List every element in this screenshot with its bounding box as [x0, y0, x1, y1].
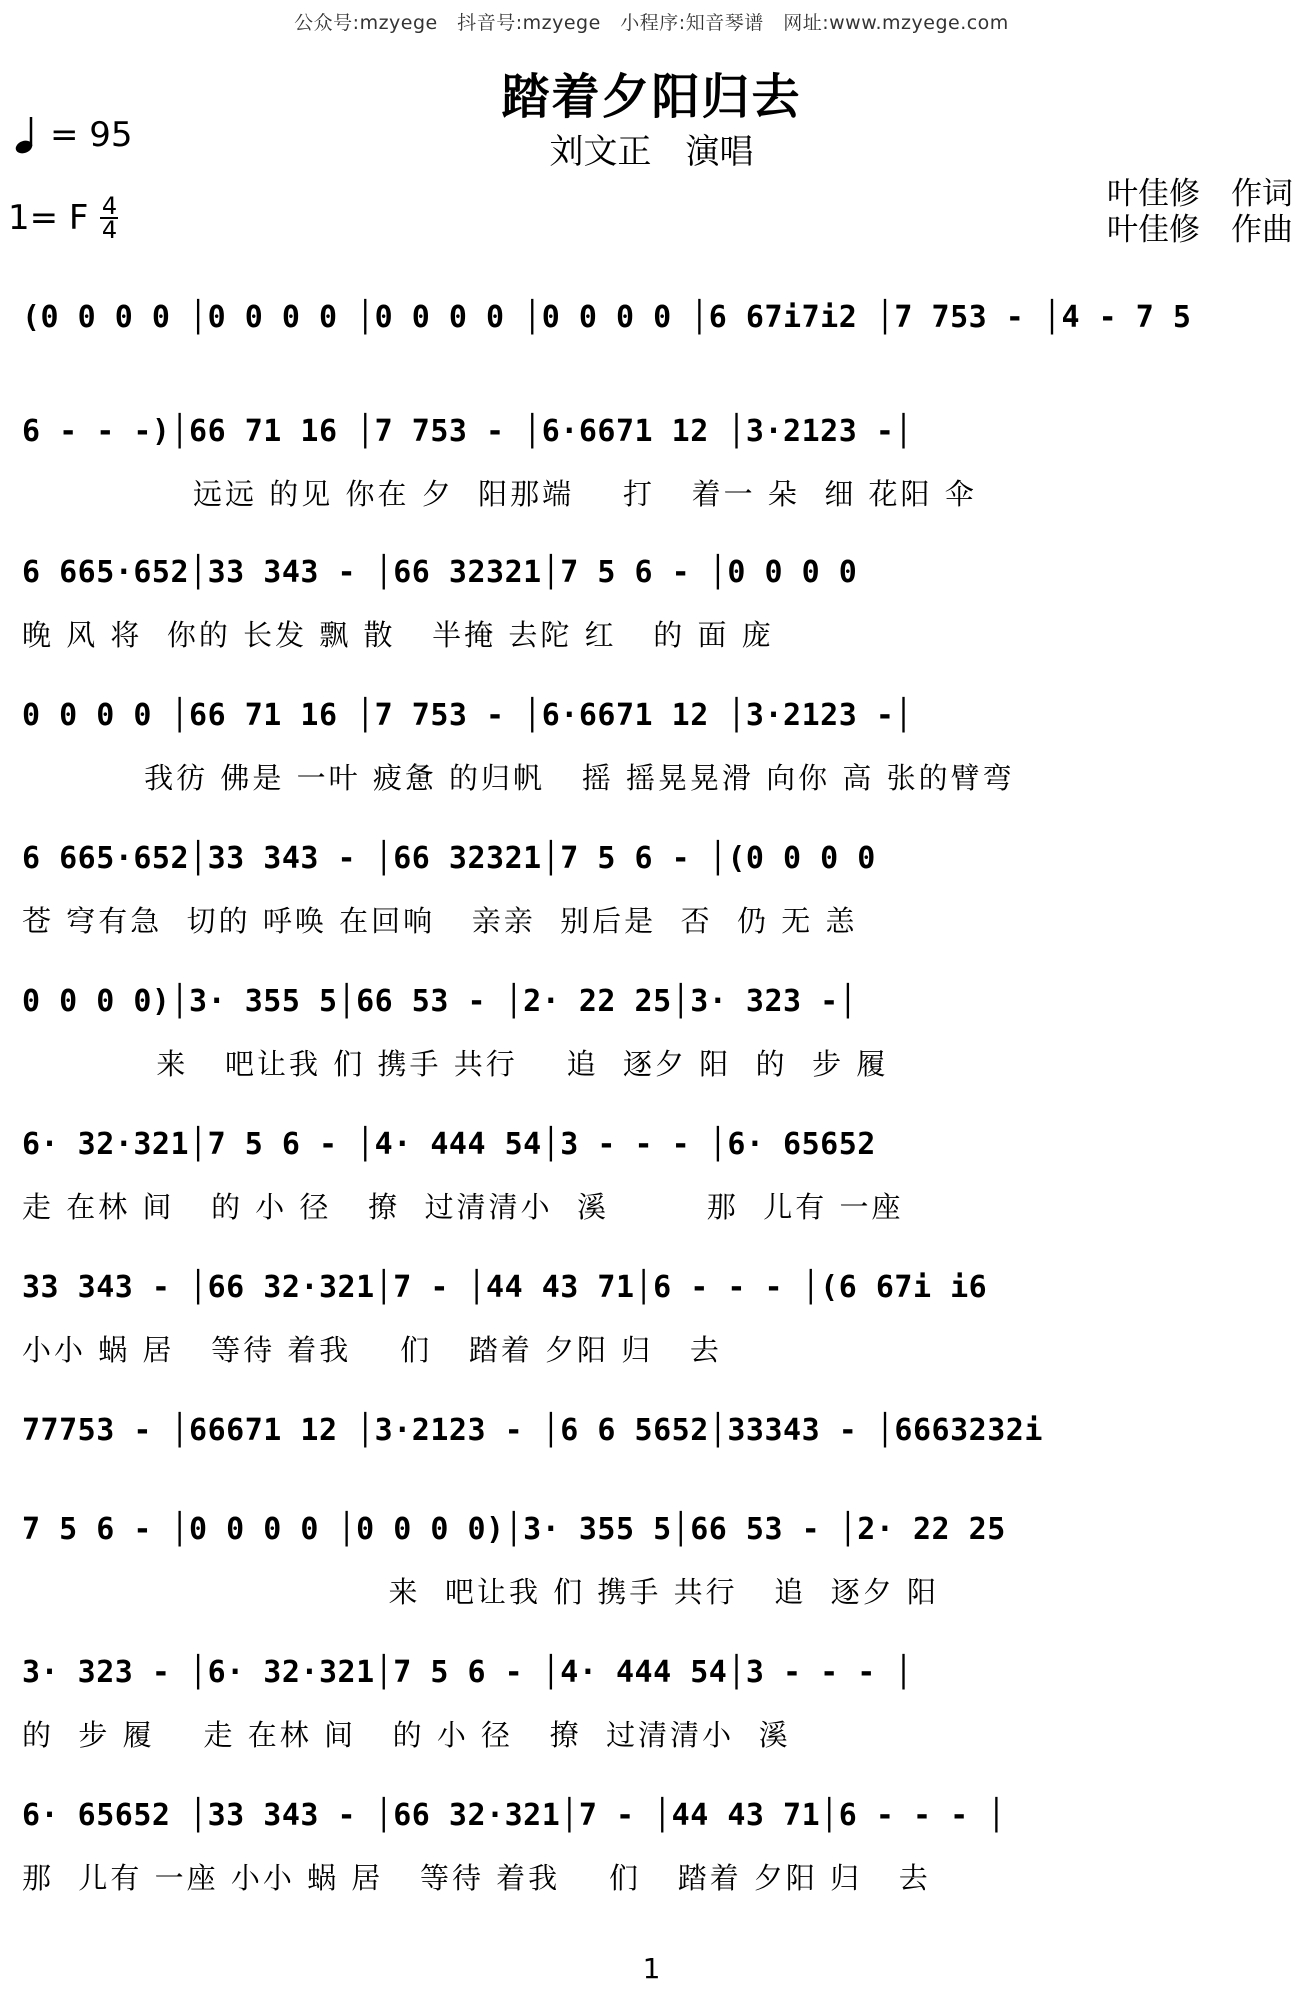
notation-line: 6 665·652│33 343 - │66 32321│7 5 6 - │0 0 0 0 — [22, 555, 858, 590]
score-system — [0, 1115, 1303, 1255]
key-signature — [8, 192, 118, 244]
score-system — [0, 1786, 1303, 1926]
lyric-line: 来 吧让我 们 携手 共行 追 逐夕 阳 的 步 履 — [22, 1047, 889, 1081]
composer-credit: 叶佳修 作曲 — [1107, 212, 1293, 248]
lyric-line: 那 儿有 一座 小小 蜗 居 等待 着我 们 踏着 夕阳 归 去 — [22, 1861, 931, 1895]
score-system — [0, 1500, 1303, 1640]
lyric-line: 远远 的见 你在 夕 阳那端 打 着一 朵 细 花阳 伞 — [22, 477, 977, 511]
tempo-marking — [14, 115, 133, 155]
notation-line: 6· 32·321│7 5 6 - │4· 444 54│3 - - - │6· 65652 — [22, 1127, 876, 1162]
notation-line: 33 343 - │66 32·321│7 - │44 43 71│6 - - - │(6 67i i6 — [22, 1270, 988, 1305]
lyric-line: 苍 穹有急 切的 呼唤 在回响 亲亲 别后是 否 仍 无 恙 — [22, 904, 858, 938]
score-system — [0, 402, 1303, 542]
score-system — [0, 1258, 1303, 1398]
notation-line: 7 5 6 - │0 0 0 0 │0 0 0 0)│3· 355 5│66 53 - │2· 22 25 — [22, 1512, 1006, 1547]
notation-line: 6 - - -)│66 71 16 │7 753 - │6·6671 12 │3·2123 -│ — [22, 414, 913, 449]
credits — [1107, 176, 1293, 248]
lyric-line: 的 步 履 走 在林 间 的 小 径 撩 过清清小 溪 — [22, 1718, 791, 1752]
singer-line: 刘文正 演唱 — [549, 132, 754, 172]
notation-line: 3· 323 - │6· 32·321│7 5 6 - │4· 444 54│3 - - - │ — [22, 1655, 913, 1690]
notation-line: 77753 - │66671 12 │3·2123 - │6 6 5652│33343 - │6663232i — [22, 1413, 1043, 1448]
notation-line: (0 0 0 0 │0 0 0 0 │0 0 0 0 │0 0 0 0 │6 67i7i2 │7 753 - │4 - 7 5 — [22, 300, 1192, 335]
score-system — [0, 543, 1303, 683]
notation-line: 0 0 0 0)│3· 355 5│66 53 - │2· 22 25│3· 323 -│ — [22, 984, 858, 1019]
lyricist-credit: 叶佳修 作词 — [1107, 176, 1293, 212]
notation-line: 6· 65652 │33 343 - │66 32·321│7 - │44 43 71│6 - - - │ — [22, 1798, 1006, 1833]
time-numerator: 4 — [101, 192, 118, 220]
lyric-line: 晚 风 将 你的 长发 飘 散 半掩 去陀 红 的 面 庞 — [22, 618, 774, 652]
lyric-line: 小小 蜗 居 等待 着我 们 踏着 夕阳 归 去 — [22, 1333, 722, 1367]
song-title: 踏着夕阳归去 — [501, 69, 802, 125]
site-header: 公众号:mzyege 抖音号:mzyege 小程序:知音琴谱 网址:www.mzyege.com — [294, 12, 1009, 34]
key-label: 1= F — [8, 198, 89, 238]
quarter-note-icon — [14, 115, 36, 155]
tempo-value: = 95 — [50, 115, 133, 155]
page-number: 1 — [642, 1952, 661, 1985]
score-system — [0, 972, 1303, 1112]
time-denominator: 4 — [101, 216, 118, 244]
lyric-line — [22, 360, 1290, 400]
score-system — [0, 686, 1303, 826]
score-system — [0, 829, 1303, 969]
lyric-line: 我彷 佛是 一叶 疲惫 的归帆 摇 摇晃晃滑 向你 高 张的臂弯 — [22, 761, 1015, 795]
time-signature — [100, 192, 118, 244]
notation-line: 6 665·652│33 343 - │66 32321│7 5 6 - │(0 0 0 0 — [22, 841, 876, 876]
score-system — [0, 1643, 1303, 1783]
lyric-line: 走 在林 间 的 小 径 撩 过清清小 溪 那 儿有 一座 — [22, 1190, 904, 1224]
notation-line: 0 0 0 0 │66 71 16 │7 753 - │6·6671 12 │3·2123 -│ — [22, 698, 913, 733]
lyric-line: 来 吧让我 们 携手 共行 追 逐夕 阳 — [22, 1575, 939, 1609]
